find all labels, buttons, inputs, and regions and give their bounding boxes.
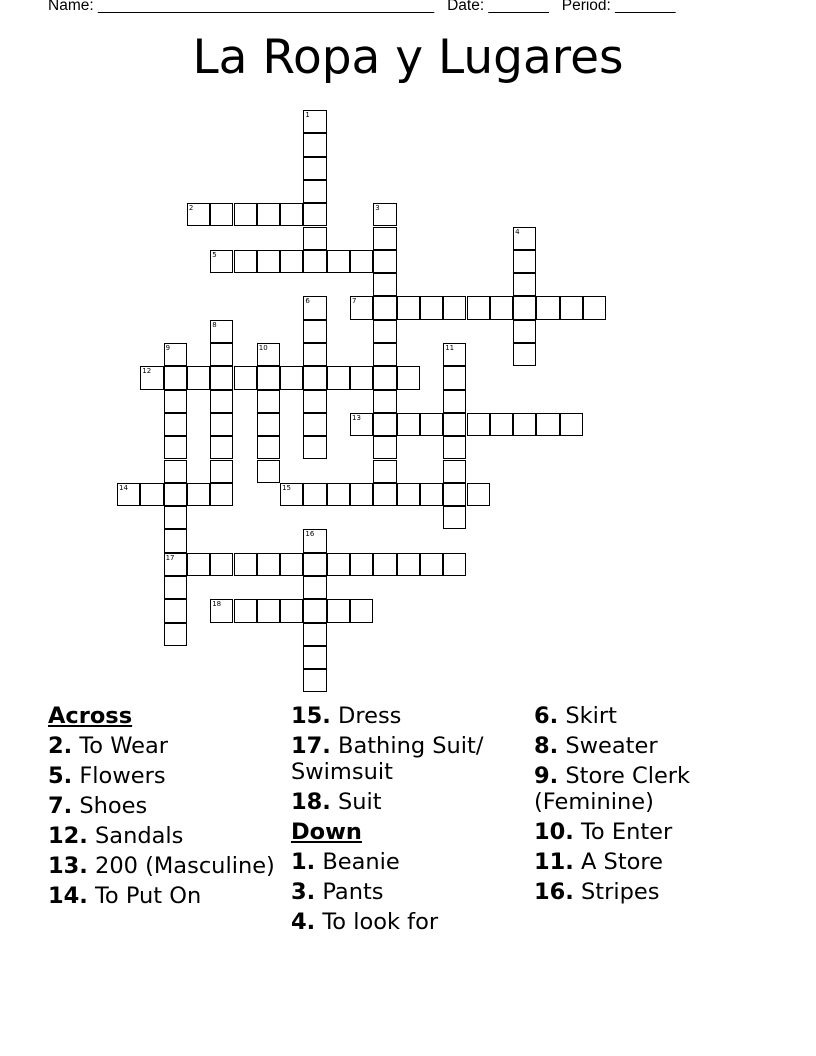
across-clue xyxy=(291,703,521,729)
clue-text: Skirt xyxy=(565,703,617,729)
clue-number-label: 3 xyxy=(375,204,380,213)
grid-cell[interactable] xyxy=(420,553,443,576)
clue-number: 16. xyxy=(534,879,574,905)
grid-cell[interactable] xyxy=(583,296,606,319)
clue-number-label: 5 xyxy=(212,250,217,259)
clue-number: 17. xyxy=(291,733,331,759)
clue-text: To Wear xyxy=(79,733,169,759)
grid-cell[interactable] xyxy=(513,343,536,366)
grid-cell[interactable] xyxy=(257,250,280,273)
grid-cell[interactable] xyxy=(303,390,326,413)
grid-cell[interactable] xyxy=(164,460,187,483)
clue-text: A Store xyxy=(581,849,664,875)
period-label: Period: xyxy=(561,0,611,14)
grid-cell[interactable] xyxy=(280,366,303,389)
grid-cell[interactable] xyxy=(210,366,233,389)
grid-cell[interactable] xyxy=(257,599,280,622)
grid-cell[interactable] xyxy=(350,553,373,576)
clue-number-label: 6 xyxy=(305,297,310,306)
across-clue xyxy=(48,763,278,789)
grid-cell[interactable] xyxy=(234,366,257,389)
grid-cell[interactable] xyxy=(234,599,257,622)
grid-cell[interactable] xyxy=(513,413,536,436)
grid-cell[interactable] xyxy=(373,413,396,436)
grid-cell[interactable] xyxy=(257,203,280,226)
down-clue xyxy=(291,849,521,875)
clue-number: 10. xyxy=(534,819,574,845)
clue-number-label: 15 xyxy=(282,483,292,492)
clue-number-label: 17 xyxy=(165,553,175,562)
down-clue xyxy=(291,879,521,905)
clue-number: 5. xyxy=(48,763,73,789)
name-field[interactable]: _______________________________________ xyxy=(97,0,435,14)
clue-column-3 xyxy=(534,703,774,909)
clue-number: 13. xyxy=(48,853,88,879)
clue-number-label: 18 xyxy=(212,600,222,609)
grid-cell[interactable] xyxy=(187,553,210,576)
grid-cell[interactable] xyxy=(397,553,420,576)
clue-column-1 xyxy=(48,703,278,913)
clue-text: Dress xyxy=(338,703,402,729)
grid-cell[interactable] xyxy=(164,623,187,646)
grid-cell[interactable] xyxy=(234,553,257,576)
grid-cell[interactable] xyxy=(350,599,373,622)
grid-cell[interactable] xyxy=(303,203,326,226)
grid-cell[interactable] xyxy=(536,413,559,436)
grid-cell[interactable] xyxy=(350,250,373,273)
clue-text: Flowers xyxy=(79,763,166,789)
grid-cell[interactable] xyxy=(303,576,326,599)
grid-cell[interactable] xyxy=(303,646,326,669)
grid-cell[interactable] xyxy=(303,553,326,576)
across-clue xyxy=(48,853,278,879)
grid-cell[interactable] xyxy=(280,553,303,576)
across-clue xyxy=(48,793,278,819)
grid-cell[interactable] xyxy=(327,366,350,389)
grid-cell[interactable] xyxy=(373,390,396,413)
grid-cell[interactable] xyxy=(303,133,326,156)
grid-cell[interactable] xyxy=(443,390,466,413)
grid-cell[interactable] xyxy=(373,366,396,389)
clue-number: 8. xyxy=(534,733,559,759)
grid-cell[interactable] xyxy=(536,296,559,319)
grid-cell[interactable] xyxy=(443,436,466,459)
clue-number: 3. xyxy=(291,879,316,905)
grid-cell[interactable] xyxy=(443,296,466,319)
grid-cell[interactable] xyxy=(303,180,326,203)
grid-cell[interactable] xyxy=(397,483,420,506)
grid-cell[interactable] xyxy=(303,669,326,692)
grid-cell[interactable] xyxy=(373,436,396,459)
grid-cell[interactable] xyxy=(397,413,420,436)
grid-cell[interactable] xyxy=(164,506,187,529)
grid-cell[interactable] xyxy=(490,296,513,319)
grid-cell[interactable] xyxy=(210,343,233,366)
grid-cell[interactable] xyxy=(280,203,303,226)
grid-cell[interactable] xyxy=(373,250,396,273)
clue-text: To look for xyxy=(322,909,439,935)
grid-cell[interactable] xyxy=(513,296,536,319)
grid-cell[interactable] xyxy=(257,390,280,413)
across-clue xyxy=(48,823,278,849)
grid-cell[interactable] xyxy=(187,366,210,389)
grid-cell[interactable] xyxy=(210,436,233,459)
clue-number: 2. xyxy=(48,733,73,759)
grid-cell[interactable] xyxy=(257,413,280,436)
clue-number: 6. xyxy=(534,703,559,729)
clue-number: 11. xyxy=(534,849,574,875)
grid-cell[interactable] xyxy=(210,203,233,226)
down-clue xyxy=(534,763,774,815)
clue-number-label: 2 xyxy=(188,204,194,213)
down-clue xyxy=(534,733,774,759)
grid-cell[interactable] xyxy=(467,296,490,319)
grid-cell[interactable] xyxy=(373,343,396,366)
grid-cell[interactable] xyxy=(443,460,466,483)
clue-number-label: 1 xyxy=(305,111,310,119)
grid-cell[interactable] xyxy=(210,390,233,413)
grid-cell[interactable] xyxy=(234,250,257,273)
grid-cell[interactable] xyxy=(397,366,420,389)
grid-cell[interactable] xyxy=(397,296,420,319)
grid-cell[interactable] xyxy=(303,413,326,436)
grid-cell[interactable] xyxy=(443,483,466,506)
across-clue xyxy=(291,789,521,815)
clue-text: Pants xyxy=(322,879,384,905)
clue-text: To Put On xyxy=(95,883,202,909)
grid-cell[interactable] xyxy=(210,483,233,506)
grid-cell[interactable] xyxy=(257,436,280,459)
grid-cell[interactable] xyxy=(164,483,187,506)
grid-cell[interactable] xyxy=(303,320,326,343)
clue-number-label: 14 xyxy=(119,483,128,492)
clue-text: 200 (Masculine) xyxy=(95,853,275,879)
clue-text: Suit xyxy=(338,789,382,815)
down-clue xyxy=(291,909,521,935)
down-clue xyxy=(534,703,774,729)
grid-cell[interactable] xyxy=(303,343,326,366)
clue-number: 9. xyxy=(534,763,559,789)
grid-cell[interactable] xyxy=(560,296,583,319)
down-heading: Down xyxy=(291,819,362,845)
down-clue xyxy=(534,849,774,875)
clue-number: 12. xyxy=(48,823,88,849)
grid-cell[interactable] xyxy=(164,436,187,459)
grid-cell[interactable] xyxy=(373,553,396,576)
grid-cell[interactable] xyxy=(467,483,490,506)
grid-cell[interactable] xyxy=(327,599,350,622)
grid-cell[interactable] xyxy=(303,599,326,622)
grid-cell[interactable] xyxy=(303,250,326,273)
clue-text: To Enter xyxy=(581,819,673,845)
grid-cell[interactable] xyxy=(257,553,280,576)
grid-cell[interactable] xyxy=(373,483,396,506)
clue-text: Beanie xyxy=(322,849,400,875)
grid-cell[interactable] xyxy=(303,436,326,459)
name-label: Name: xyxy=(48,0,94,14)
grid-cell[interactable] xyxy=(164,390,187,413)
clue-number-label: 16 xyxy=(305,530,315,539)
across-clue xyxy=(48,883,278,909)
clue-text: Sweater xyxy=(565,733,658,759)
grid-cell[interactable] xyxy=(443,366,466,389)
grid-cell[interactable] xyxy=(164,366,187,389)
grid-cell[interactable] xyxy=(560,413,583,436)
clue-number-label: 8 xyxy=(212,320,217,329)
grid-cell[interactable] xyxy=(350,366,373,389)
grid-cell[interactable] xyxy=(280,250,303,273)
grid-cell[interactable] xyxy=(490,413,513,436)
clue-text: Sandals xyxy=(95,823,184,849)
grid-cell[interactable] xyxy=(350,483,373,506)
grid-cell[interactable] xyxy=(373,320,396,343)
clue-text: Stripes xyxy=(581,879,660,905)
down-clue xyxy=(534,879,774,905)
clue-number: 1. xyxy=(291,849,316,875)
grid-cell[interactable] xyxy=(513,250,536,273)
across-heading: Across xyxy=(48,703,133,729)
grid-cell[interactable] xyxy=(327,483,350,506)
grid-cell[interactable] xyxy=(303,366,326,389)
clue-column-2 xyxy=(291,703,521,939)
clue-number-label: 7 xyxy=(352,297,357,306)
grid-cell[interactable] xyxy=(373,296,396,319)
grid-cell[interactable] xyxy=(373,227,396,250)
grid-cell[interactable] xyxy=(234,203,257,226)
date-field[interactable]: _______ xyxy=(488,0,549,14)
clue-text: Bathing Suit/ Swimsuit xyxy=(291,733,484,785)
clue-number-label: 10 xyxy=(258,344,268,352)
grid-cell[interactable] xyxy=(443,413,466,436)
grid-cell[interactable] xyxy=(140,483,163,506)
grid-cell[interactable] xyxy=(164,413,187,436)
across-clue xyxy=(291,733,521,785)
clue-number-label: 4 xyxy=(515,227,520,236)
clue-number: 7. xyxy=(48,793,73,819)
grid-cell[interactable] xyxy=(373,273,396,296)
clue-number: 14. xyxy=(48,883,88,909)
clue-number-label: 9 xyxy=(165,344,171,352)
across-clue xyxy=(48,733,278,759)
date-label: Date: xyxy=(447,0,485,14)
grid-cell[interactable] xyxy=(164,599,187,622)
grid-cell[interactable] xyxy=(513,273,536,296)
grid-cell[interactable] xyxy=(420,413,443,436)
grid-cell[interactable] xyxy=(420,483,443,506)
clue-number: 15. xyxy=(291,703,331,729)
page-title: La Ropa y Lugares xyxy=(192,30,624,85)
clue-number: 4. xyxy=(291,909,316,935)
grid-cell[interactable] xyxy=(513,320,536,343)
grid-cell[interactable] xyxy=(164,576,187,599)
grid-cell[interactable] xyxy=(327,250,350,273)
clue-number: 18. xyxy=(291,789,331,815)
grid-cell[interactable] xyxy=(210,553,233,576)
grid-cell[interactable] xyxy=(210,413,233,436)
grid-cell[interactable] xyxy=(303,157,326,180)
grid-cell[interactable] xyxy=(327,553,350,576)
clue-number-label: 12 xyxy=(142,367,152,376)
grid-cell[interactable] xyxy=(443,553,466,576)
grid-cell[interactable] xyxy=(257,460,280,483)
grid-cell[interactable] xyxy=(303,483,326,506)
grid-cell[interactable] xyxy=(467,413,490,436)
grid-cell[interactable] xyxy=(420,296,443,319)
period-field[interactable]: _______ xyxy=(615,0,676,14)
grid-cell[interactable] xyxy=(443,506,466,529)
grid-cell[interactable] xyxy=(303,227,326,250)
clue-text: Shoes xyxy=(79,793,148,819)
grid-cell[interactable] xyxy=(187,483,210,506)
grid-cell[interactable] xyxy=(210,460,233,483)
clue-text: Store Clerk (Feminine) xyxy=(534,763,691,815)
down-clue xyxy=(534,819,774,845)
grid-cell[interactable] xyxy=(164,529,187,552)
clue-number-label: 11 xyxy=(445,344,455,352)
grid-cell[interactable] xyxy=(280,599,303,622)
grid-cell[interactable] xyxy=(303,623,326,646)
clue-number-label: 13 xyxy=(352,413,361,422)
grid-cell[interactable] xyxy=(257,366,280,389)
grid-cell[interactable] xyxy=(373,460,396,483)
